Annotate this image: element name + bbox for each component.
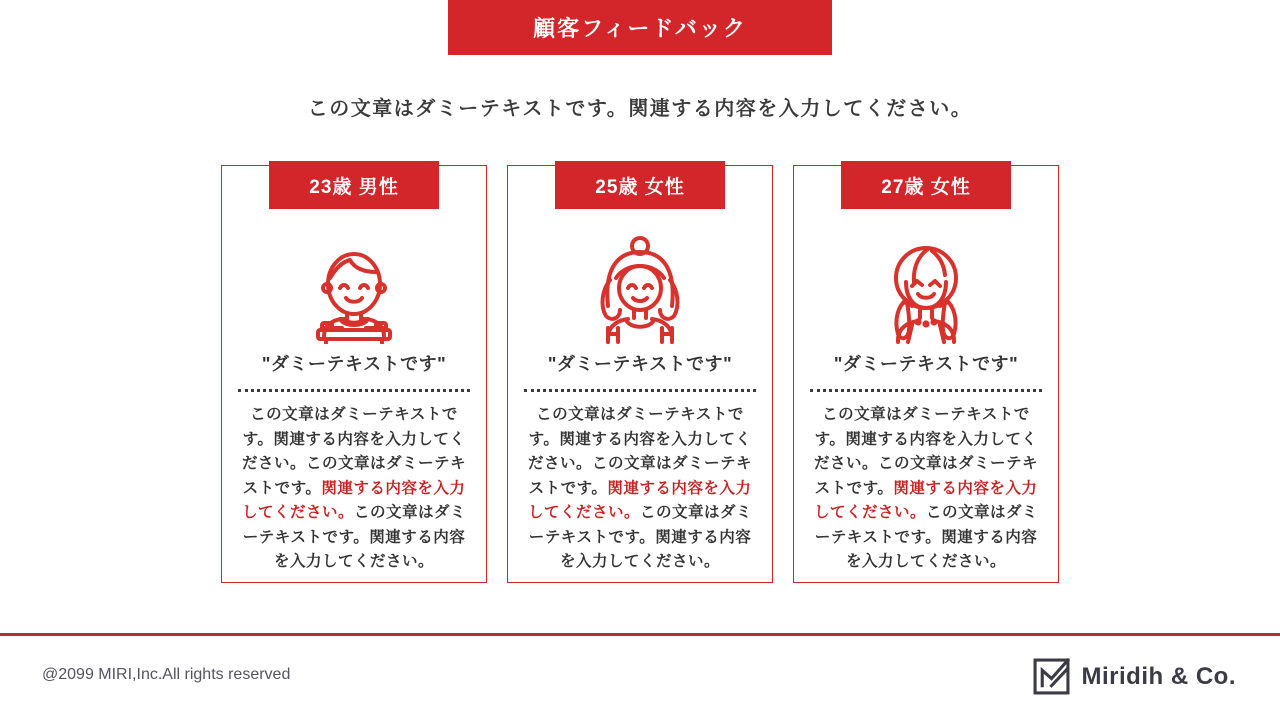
young-man-avatar-icon — [294, 224, 414, 344]
feedback-card — [507, 165, 773, 583]
girl-pigtails-avatar-icon — [866, 224, 986, 344]
body-text: この文章はダミーテキストです。関連する内容を入力してください。この文章はダミーテキストです。 — [813, 406, 1038, 497]
feedback-body — [794, 403, 1058, 575]
body-text: この文章はダミーテキストです。関連する内容を入力してください。この文章はダミーテキストです。 — [241, 406, 466, 497]
body-text: この文章はダミーテキストです。関連する内容を入力してください。 — [528, 504, 753, 570]
page-title: 顧客フィードバック — [533, 16, 747, 41]
miridih-logo-icon — [1033, 658, 1070, 695]
feedback-body — [222, 403, 486, 575]
quote-text: "ダミーテキストです" — [261, 354, 447, 374]
woman-bun-avatar-icon — [580, 224, 700, 344]
title-banner — [448, 0, 832, 55]
body-text: この文章はダミーテキストです。関連する内容を入力してください。 — [814, 504, 1039, 570]
body-highlight-text: 関連する内容を入力してください。 — [813, 479, 1038, 521]
copyright-text: @2099 MIRI,Inc.All rights reserved — [42, 666, 291, 683]
body-text: この文章はダミーテキストです。関連する内容を入力してください。 — [242, 504, 467, 570]
quote-text: "ダミーテキストです" — [833, 354, 1019, 374]
feedback-cards-row — [221, 165, 1059, 583]
person-badge: 23歳 男性 — [269, 161, 439, 209]
dotted-divider — [810, 389, 1042, 392]
footer-divider-line — [0, 633, 1280, 636]
feedback-body — [508, 403, 772, 575]
brand-footer — [1033, 658, 1236, 695]
dotted-divider — [238, 389, 470, 392]
feedback-card — [221, 165, 487, 583]
body-text: この文章はダミーテキストです。関連する内容を入力してください。この文章はダミーテキストです。 — [527, 406, 752, 497]
feedback-card — [793, 165, 1059, 583]
brand-name: Miridih & Co. — [1081, 662, 1236, 690]
quote-text: "ダミーテキストです" — [547, 354, 733, 374]
person-badge: 25歳 女性 — [555, 161, 725, 209]
body-highlight-text: 関連する内容を入力してください。 — [241, 479, 466, 521]
body-highlight-text: 関連する内容を入力してください。 — [527, 479, 752, 521]
slide-subtitle: この文章はダミーテキストです。関連する内容を入力してください。 — [307, 98, 973, 120]
dotted-divider — [524, 389, 756, 392]
person-badge: 27歳 女性 — [841, 161, 1011, 209]
